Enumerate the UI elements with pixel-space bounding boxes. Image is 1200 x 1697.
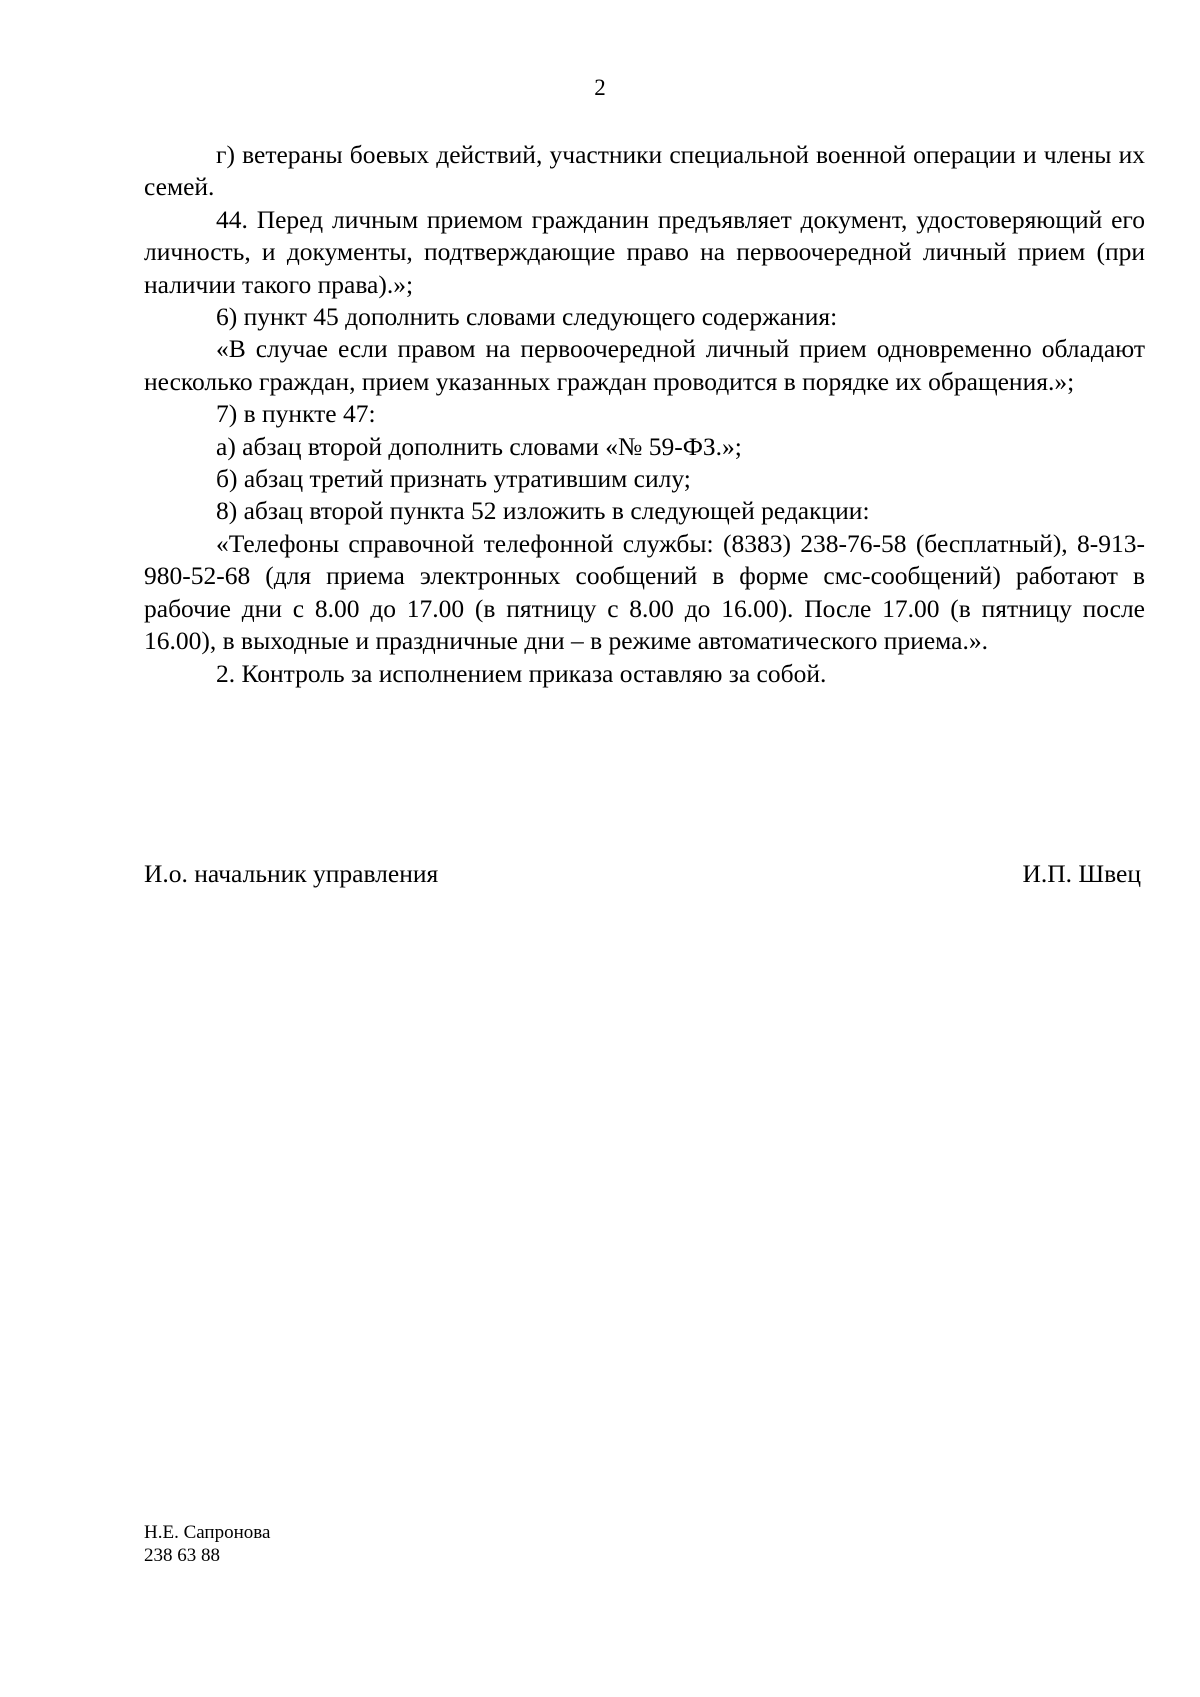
paragraph-44-documents: 44. Перед личным приемом гражданин предъявляет документ, удостоверяющий его личность, и документы, подтверждающие право на первоочередной личный прием (при наличии такого права).»; [144,204,1145,299]
paragraph-g-veterans: г) ветераны боевых действий, участники специальной военной операции и члены их семей. [144,140,1145,202]
document-body [144,139,1145,690]
paragraph-quote-phones: «Телефоны справочной телефонной службы: (8383) 238-76-58 (бесплатный), 8-913-980-52-68 (для приема электронных сообщений в форме смс-сообщений) работают в рабочие дни с 8.00 до 17.00 (в пятницу с 8.00 до 16.00). После 17.00 (в пятницу после 16.00), в выходные и праздничные дни – в режиме автоматического приема.». [144,528,1145,656]
paragraph-7-point-47: 7) в пункте 47: [216,399,376,429]
page-number: 2 [594,75,606,100]
executor-block [144,1521,270,1567]
paragraph-quote-priority-order: «В случае если правом на первоочередной личный прием одновременно обладают несколько граждан, прием указанных граждан проводится в порядке их обращения.»; [144,334,1145,396]
paragraph-2-control: 2. Контроль за исполнением приказа оставляю за собой. [216,658,827,688]
signatory-name: И.П. Швец [1022,859,1141,888]
paragraph-a-second-clause: а) абзац второй дополнить словами «№ 59-ФЗ.»; [216,431,742,461]
executor-name: Н.Е. Сапронова [144,1522,271,1543]
paragraph-8-point-52: 8) абзац второй пункта 52 изложить в следующей редакции: [216,496,870,526]
paragraph-b-third-clause: б) абзац третий признать утратившим силу; [216,464,691,494]
executor-phone: 238 63 88 [144,1545,220,1566]
signatory-title: И.о. начальник управления [144,859,439,888]
paragraph-6-point-45: 6) пункт 45 дополнить словами следующего содержания: [216,302,838,332]
